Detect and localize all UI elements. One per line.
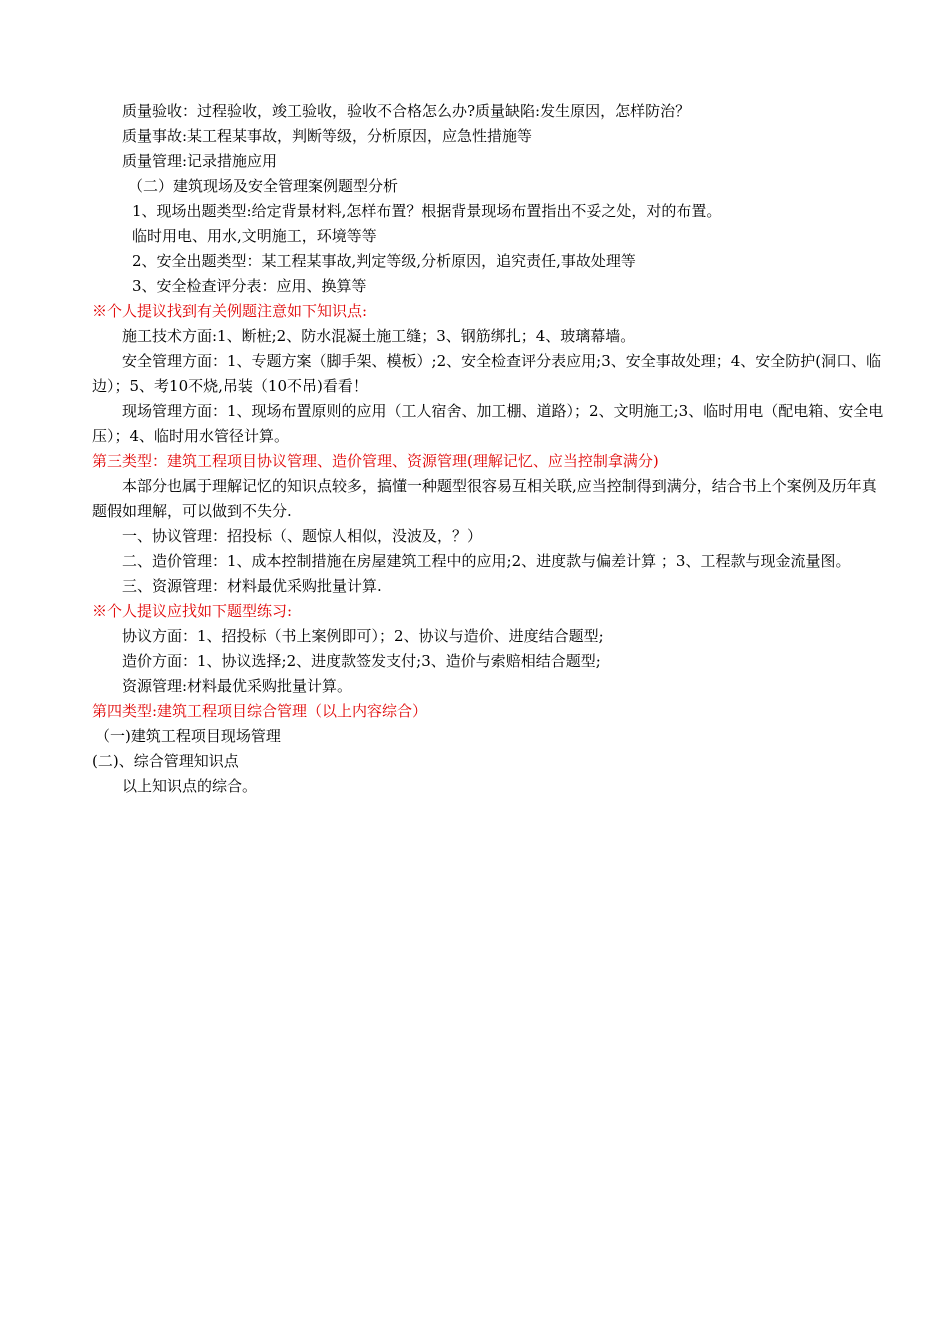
para-safety-check-table: 3、安全检查评分表：应用、换算等: [132, 277, 367, 295]
para-summary: 以上知识点的综合。: [122, 777, 258, 795]
para-contract-aspect: 协议方面：1、招投标（书上案例即可）；2、协议与造价、进度结合题型;: [122, 627, 604, 645]
para-cost-management: 二、造价管理：1、成本控制措施在房屋建筑工程中的应用;2、进度款与偏差计算 ；3、工程款与现金流量图。: [122, 552, 851, 570]
note-heading-practice: [92, 599, 884, 624]
section-heading-site-safety: （二）建筑现场及安全管理案例题型分析: [128, 177, 399, 195]
note-heading-knowledge-points: ※个人提议找到有关例题注意如下知识点:: [92, 302, 368, 320]
item-comprehensive-knowledge: (二)、综合管理知识点: [92, 752, 239, 770]
para-site-management: 现场管理方面：1、现场布置原则的应用（工人宿舍、加工棚、道路）；2、文明施工;3、临时用电（配电箱、安全电压）；4、临时用水管径计算。: [92, 402, 884, 445]
para-contract-management: 一、协议管理：招投标（、题惊人相似，没波及，？）: [122, 527, 483, 545]
para-safety-question-type: 2、安全出题类型：某工程某事故,判定等级,分析原因，追究责任,事故处理等: [132, 252, 636, 270]
item-site-management: （一)建筑工程项目现场管理: [95, 727, 281, 745]
document-page: [92, 99, 884, 799]
note-prefix: ※个人提议应找如下: [92, 602, 228, 620]
para-resource-management: 三、资源管理：材料最优采购批量计算.: [122, 577, 382, 595]
para-resource-aspect: 资源管理:材料最优采购批量计算。: [122, 677, 353, 695]
para-understanding-memory: 本部分也属于理解记忆的知识点较多，搞懂一种题型很容易互相关联,应当控制得到满分，结合书上个案例及历年真题假如理解，可以做到不失分.: [92, 477, 877, 520]
para-quality-management: 质量管理:记录措施应用: [122, 152, 278, 170]
heading-type-three: 第三类型：建筑工程项目协议管理、造价管理、资源管理(理解记忆、应当控制拿满分): [92, 452, 659, 470]
para-safety-management: 安全管理方面：1、专题方案（脚手架、模板）;2、安全检查评分表应用;3、安全事故处理；4、安全防护(洞口、临边）；5、考10不烧,吊装（10不吊)看看！: [92, 352, 882, 395]
para-cost-aspect: 造价方面：1、协议选择;2、进度款签发支付;3、造价与索赔相结合题型;: [122, 652, 601, 670]
para-quality-acceptance: 质量验收：过程验收，竣工验收，验收不合格怎么办?质量缺陷:发生原因，怎样防治？: [122, 102, 691, 120]
note-practice-label: 题型练习:: [227, 602, 293, 620]
para-temporary-power: 临时用电、用水,文明施工，环境等等: [132, 227, 377, 245]
para-quality-accident: 质量事故:某工程某事故，判断等级，分析原因，应急性措施等: [122, 127, 533, 145]
para-construction-tech: 施工技术方面:1、断桩;2、防水混凝土施工缝；3、钢筋绑扎；4、玻璃幕墙。: [122, 327, 636, 345]
para-site-question-type: 1、现场出题类型:给定背景材料,怎样布置？根据背景现场布置指出不妥之处，对的布置。: [132, 202, 722, 220]
heading-type-four: 第四类型:建筑工程项目综合管理（以上内容综合）: [92, 702, 428, 720]
